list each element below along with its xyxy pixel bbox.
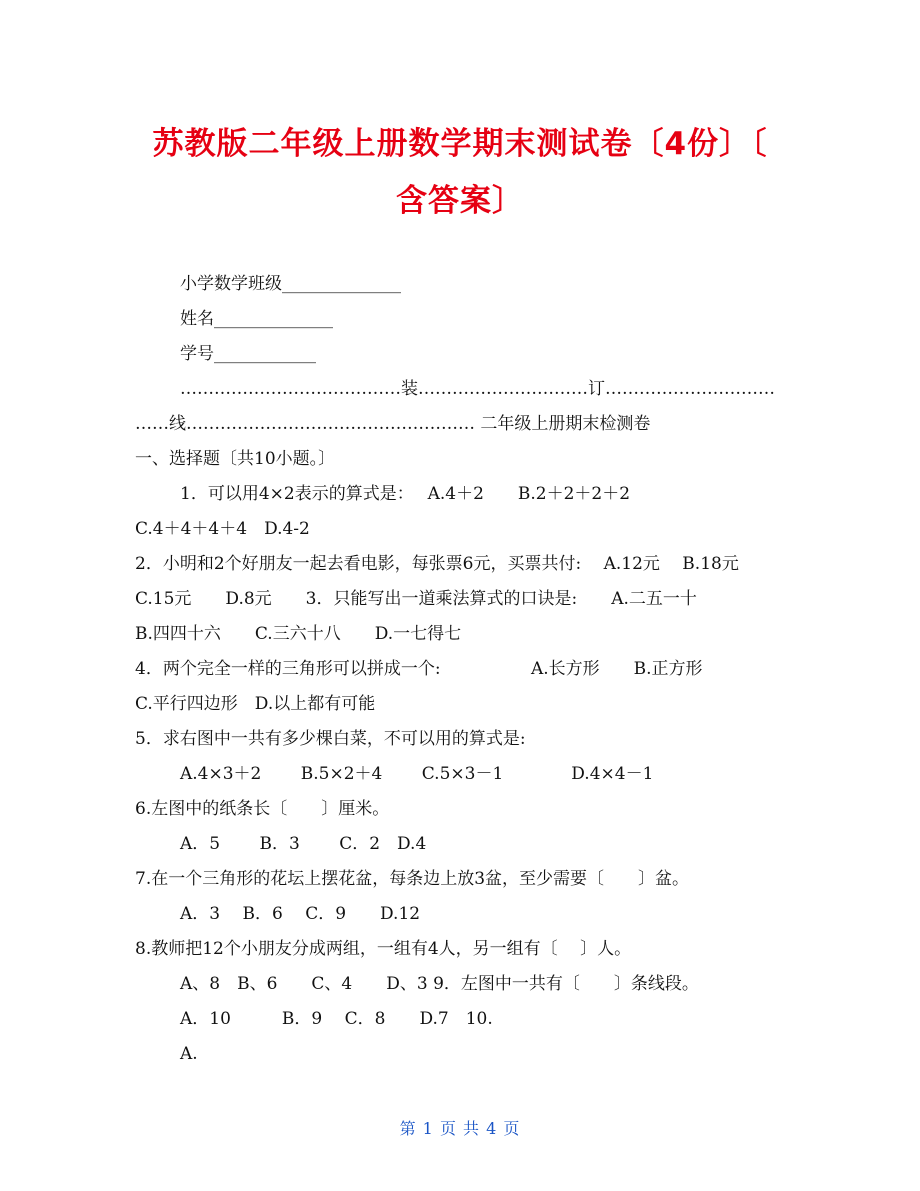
question-line: 6.左图中的纸条长〔 〕厘米。 [135,799,390,819]
student-id-field-label: 学号____________ [180,344,316,364]
page-number-footer: 第 1 页 共 4 页 [399,1119,521,1138]
section-heading: 一、选择题〔共10小题。〕 [135,449,336,469]
document-title-line-1: 苏教版二年级上册数学期末测试卷〔4份〕〔 [152,126,768,162]
question-line: 7.在一个三角形的花坛上摆花盆，每条边上放3盆，至少需要〔 〕盆。 [135,869,690,889]
question-line: A．10 B．9 C．8 D.7 10. [180,1009,493,1029]
class-field-label: 小学数学班级______________ [180,274,401,294]
question-line: C.4＋4＋4＋4 D.4-2 [135,519,310,539]
question-line: 5．求右图中一共有多少棵白菜，不可以用的算式是: [135,729,526,749]
question-line: B.四四十六 C.三六十八 D.一七得七 [135,624,462,644]
question-line: A、8 B、6 C、4 D、3 9．左图中一共有〔 〕条线段。 [180,974,699,994]
binding-line-2: ……线…………………………………………… 二年级上册期末检测卷 [135,414,651,434]
question-line: C.15元 D.8元 3．只能写出一道乘法算式的口诀是: A.二五一十 [135,589,697,609]
question-line: 8.教师把12个小朋友分成两组，一组有4人，另一组有〔 〕人。 [135,939,632,959]
question-line: A.4×3＋2 B.5×2＋4 C.5×3－1 D.4×4－1 [180,764,654,784]
question-line: A. [180,1044,198,1064]
question-line: A．5 B．3 C．2 D.4 [180,834,427,854]
name-field-label: 姓名______________ [180,309,333,329]
question-line: A．3 B．6 C．9 D.12 [180,904,421,924]
question-line: 1．可以用4×2表示的算式是： A.4＋2 B.2＋2＋2＋2 [180,484,631,504]
document-title-line-2: 含答案〕 [396,183,524,219]
question-line: 4．两个完全一样的三角形可以拼成一个: A.长方形 B.正方形 [135,659,703,679]
question-line: 2．小明和2个好朋友一起去看电影，每张票6元，买票共付: A.12元 B.18元 [135,554,739,574]
question-line: C.平行四边形 D.以上都有可能 [135,694,376,714]
binding-line-1: …………………………………装…………………………订………………………… [180,379,775,399]
